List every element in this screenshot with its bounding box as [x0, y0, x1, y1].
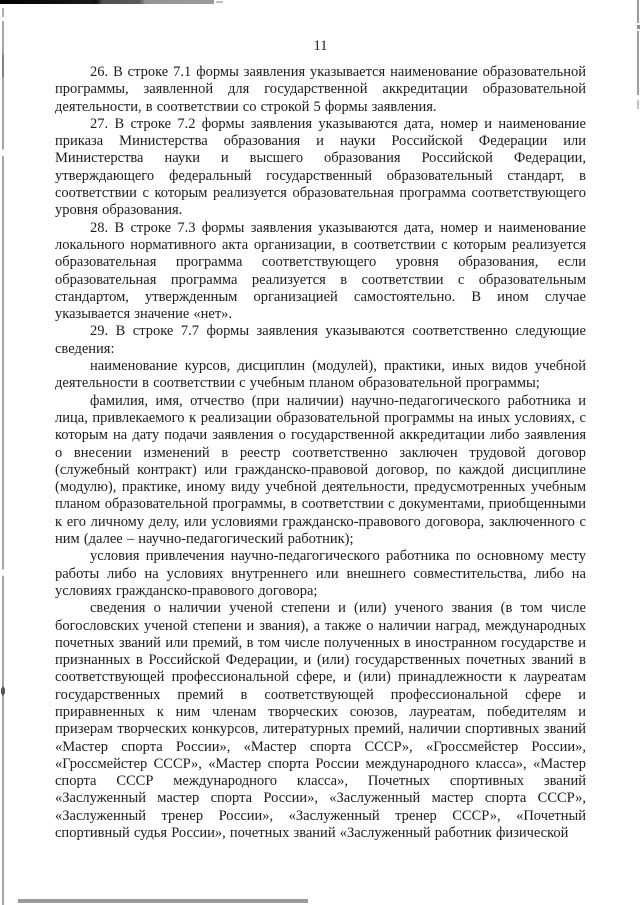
- paragraph-29-personnel: фамилия, имя, отчество (при наличии) научно-педагогического работника и лица, привлекаемого к реализации образовательной программы на иных условиях, с которым на дату подачи заявления о государственной аккредитации либо заявления о внесении изменений в реестр соответственно заключен трудовой договор (служебный контракт) или гражданско-правовой договор, по каждой дисциплине (модулю), практике, иному виду учебной деятельности, предусмотренных учебным планом образовательной программы, в соответствии с документами, приобщенными к его личному делу, или условиями гражданско-правового договора, заключенного с ним (далее – научно-педагогический работник);: [55, 392, 586, 548]
- scan-artifact-bottom-bar: [18, 899, 308, 903]
- scan-artifact-top-bar: [0, 0, 214, 4]
- scan-artifact-right-edge-line-top: [637, 0, 639, 23]
- scan-artifact-right-dash: [637, 100, 639, 109]
- scan-artifact-left-edge-line: [2, 21, 4, 905]
- page-number: 11: [313, 38, 328, 54]
- scan-artifact-right-edge-line: [637, 31, 639, 95]
- page-content: [55, 38, 586, 842]
- paragraph-29-courses: наименование курсов, дисциплин (модулей), практики, иных видов учебной деятельности в соответствии с учебным планом образовательной программы;: [55, 358, 586, 392]
- paragraph-27: 27. В строке 7.2 формы заявления указываются дата, номер и наименование приказа Министерства образования и науки Российской Федерации или Министерства науки и высшего образования Российской Федерации, утверждающего федеральный государственный образовательный стандарт, в соответствии с которым реализуется образовательная программа соответствующего уровня образования.: [55, 115, 586, 219]
- paragraph-28: 28. В строке 7.3 формы заявления указываются дата, номер и наименование локального нормативного акта организации, в соответствии с которым реализуется образовательная программа соответствующего уровня образования, если образовательная программа реализуется в соответствии с образовательным стандартом, утвержденным организацией самостоятельно. В ином случае указывается значение «нет».: [55, 219, 586, 323]
- scan-artifact-top-tick: [216, 1, 223, 3]
- paragraph-29-degrees: сведения о наличии ученой степени и (или) ученого звания (в том числе богословских ученой степени и звания), а также о наличии наград, международных почетных званий или премий, в том числе полученных в иностранном государстве и признанных в Российской Федерации, и (или) государственных почетных званий в соответствующей профессиональной сфере, и (или) принадлежности к лауреатам государственных премий в соответствующей профессиональной сфере и приравненных к ним членам творческих союзов, лауреатам, победителям и призерам творческих конкурсов, литературных премий, наличии спортивных званий «Мастер спорта России», «Мастер спорта СССР», «Гроссмейстер России», «Гроссмейстер СССР», «Мастер спорта России международного класса», «Мастер спорта СССР международного класса», Почетных спортивных званий «Заслуженный мастер спорта России», «Заслуженный мастер спорта СССР», «Заслуженный тренер России», «Заслуженный тренер СССР», «Почетный спортивный судья России», почетных званий «Заслуженный работник физической: [55, 600, 586, 842]
- paragraph-29-intro: 29. В строке 7.7 формы заявления указываются соответственно следующие сведения:: [55, 323, 586, 357]
- paragraph-29-conditions: условия привлечения научно-педагогического работника по основному месту работы либо на условиях внутреннего или внешнего совместительства, либо на условиях гражданско-правового договора;: [55, 548, 586, 599]
- scan-artifact-left-dash: [2, 8, 4, 17]
- paragraph-26: 26. В строке 7.1 формы заявления указывается наименование образовательной программы, заявленной для государственной аккредитации образовательной деятельности, в соответствии со строкой 5 формы заявления.: [55, 64, 586, 115]
- scan-artifact-left-blob: [1, 688, 5, 694]
